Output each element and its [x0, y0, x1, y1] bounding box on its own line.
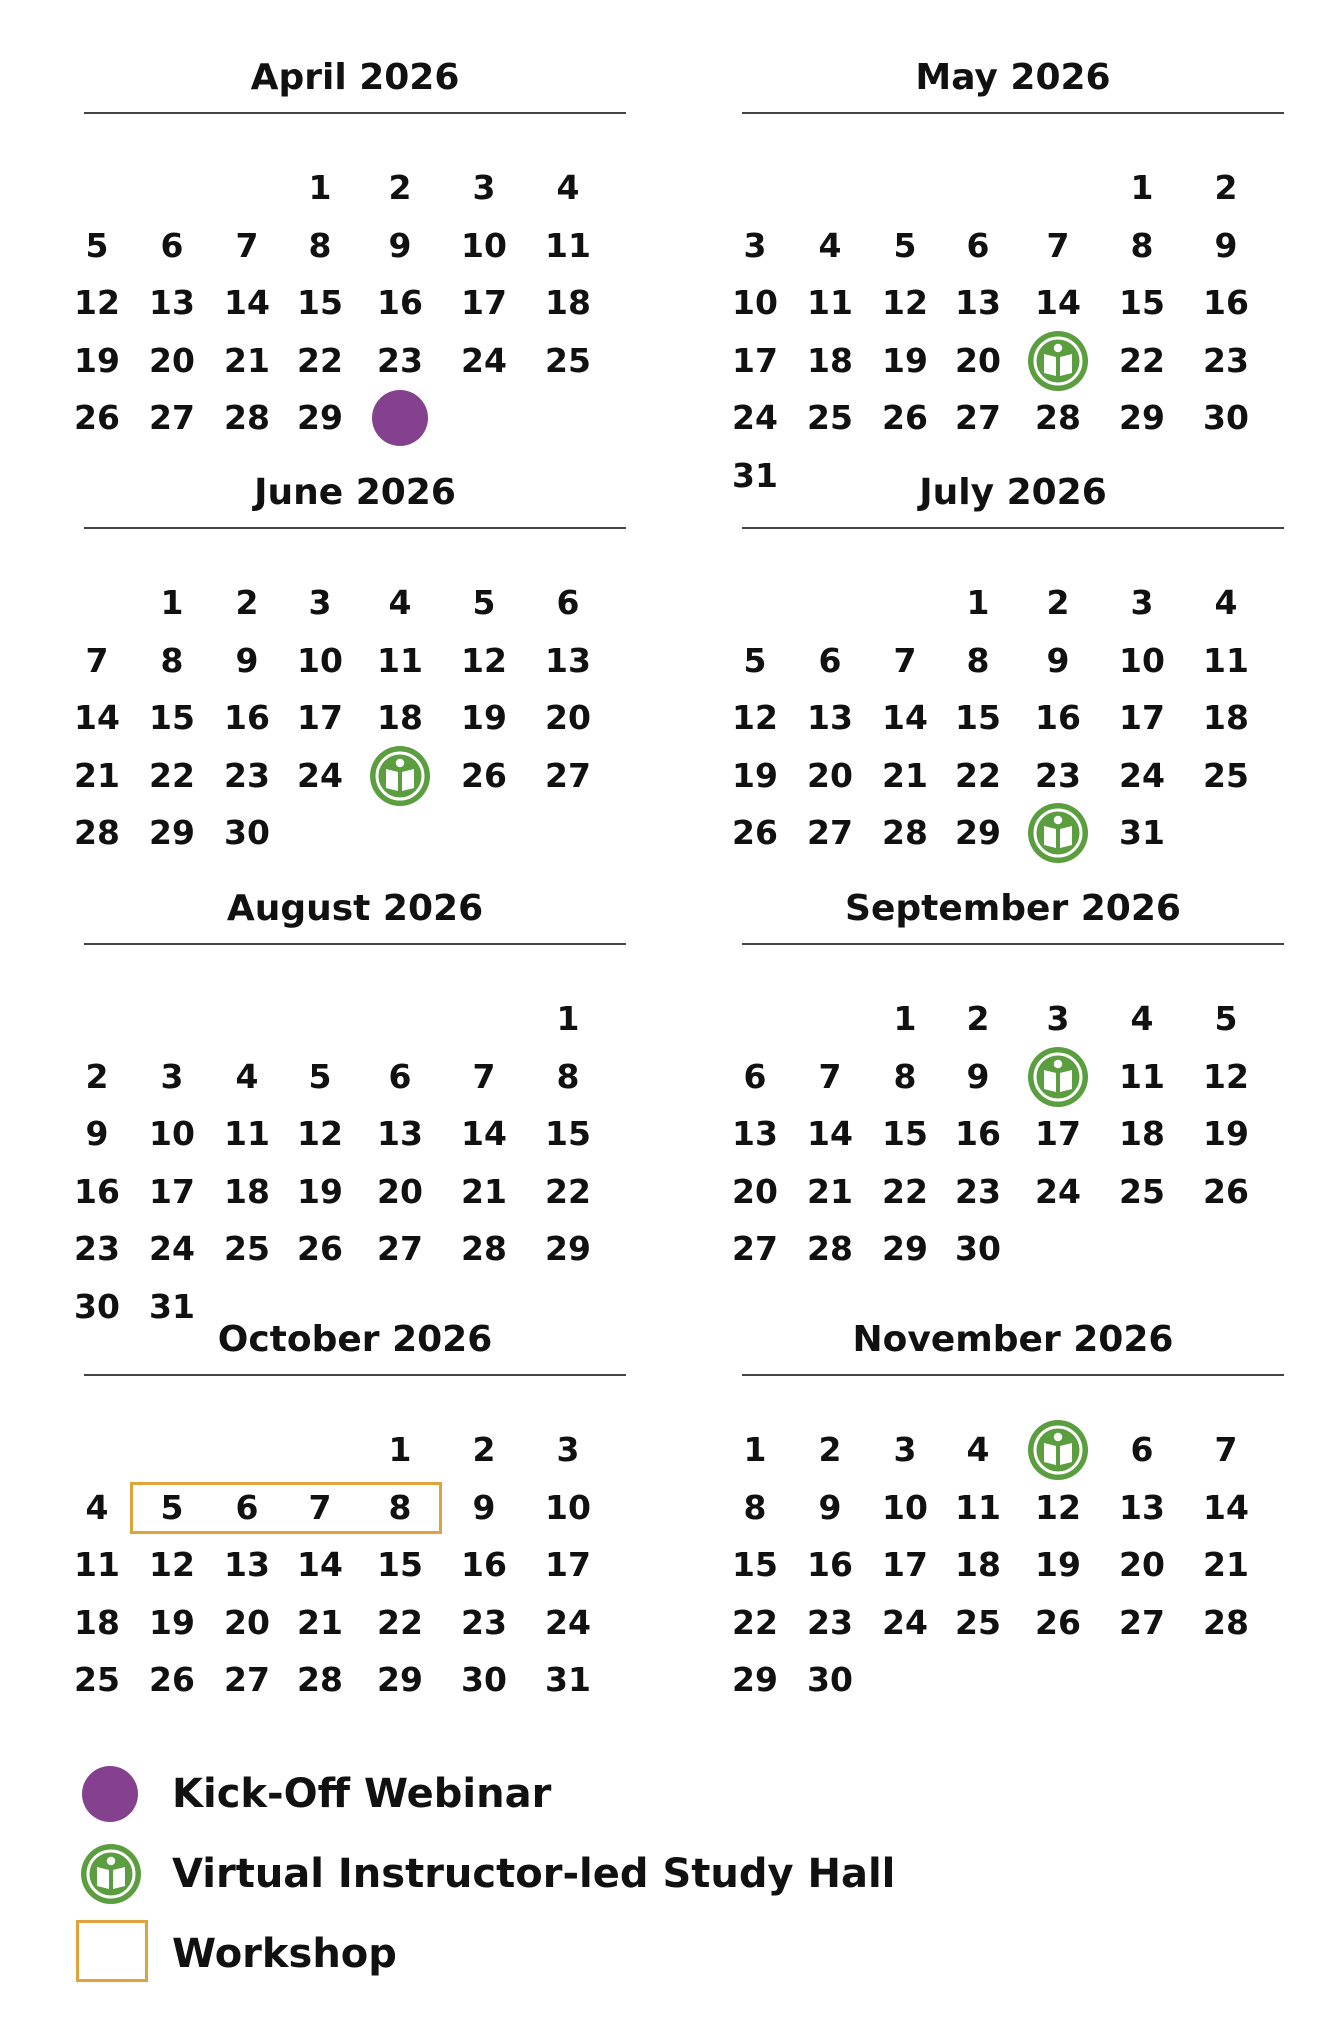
day-cell: 21	[882, 755, 928, 795]
day-cell: 21	[297, 1602, 343, 1642]
day-cell: 31	[149, 1286, 195, 1326]
day-cell: 3	[160, 1056, 184, 1096]
day-cell: 16	[74, 1171, 120, 1211]
day-cell: 16	[955, 1114, 1001, 1153]
day-cell: 24	[732, 398, 778, 437]
day-cell: 19	[297, 1171, 343, 1211]
day-cell: 24	[297, 755, 343, 795]
day-cell: 26	[732, 813, 778, 852]
day-cell: 1	[556, 999, 580, 1038]
day-cell: 5	[472, 583, 496, 622]
day-cell: 14	[807, 1114, 853, 1153]
day-cell: 29	[149, 813, 195, 852]
day-cell: 10	[882, 1487, 928, 1527]
day-cell: 22	[955, 755, 1001, 795]
day-cell: 17	[1119, 698, 1165, 737]
day-cell: 19	[461, 698, 507, 737]
day-cell: 21	[224, 340, 270, 380]
month-divider	[84, 943, 626, 945]
day-cell: 21	[74, 755, 120, 795]
day-cell: 20	[545, 698, 591, 737]
day-cell: 6	[388, 1056, 412, 1096]
day-cell: 18	[377, 698, 423, 737]
day-cell: 5	[160, 1487, 184, 1527]
day-cell: 3	[308, 583, 332, 622]
day-cell: 29	[1119, 398, 1165, 437]
day-cell: 4	[1130, 999, 1154, 1038]
month-calendar	[74, 1312, 626, 1712]
day-cell: 30	[224, 813, 270, 852]
month-title: May 2026	[915, 57, 1111, 98]
day-cell: 27	[224, 1660, 270, 1699]
day-cell: 28	[807, 1229, 853, 1268]
day-cell: 19	[74, 340, 120, 380]
day-cell: 4	[85, 1487, 109, 1527]
day-cell	[1023, 1049, 1093, 1105]
month-calendar	[74, 465, 626, 865]
day-cell: 6	[1130, 1430, 1154, 1469]
day-cell: 23	[807, 1602, 853, 1642]
day-cell: 29	[882, 1229, 928, 1268]
day-cell: 16	[377, 283, 423, 322]
day-cell: 23	[461, 1602, 507, 1642]
day-cell: 19	[1035, 1545, 1081, 1584]
day-cell: 22	[377, 1602, 423, 1642]
day-cell: 26	[882, 398, 928, 437]
day-cell: 23	[1203, 340, 1249, 380]
day-cell: 21	[461, 1171, 507, 1211]
day-cell: 5	[743, 640, 767, 680]
month-divider	[742, 527, 1284, 529]
legend-label-webinar: Kick-Off Webinar	[172, 1771, 552, 1817]
day-cell: 20	[807, 755, 853, 795]
day-cell: 27	[807, 813, 853, 852]
day-cell: 28	[1035, 398, 1081, 437]
day-cell: 4	[388, 583, 412, 622]
day-cell: 31	[732, 455, 778, 495]
day-cell: 23	[955, 1171, 1001, 1211]
day-cell: 6	[235, 1487, 259, 1527]
day-cell: 14	[297, 1545, 343, 1584]
day-cell: 14	[461, 1114, 507, 1153]
day-cell: 18	[545, 283, 591, 322]
day-cell: 13	[807, 698, 853, 737]
day-cell: 25	[224, 1229, 270, 1268]
day-cell: 30	[461, 1660, 507, 1699]
day-cell: 18	[224, 1171, 270, 1211]
day-cell: 29	[545, 1229, 591, 1268]
day-cell: 17	[732, 340, 778, 380]
day-cell: 14	[1203, 1487, 1249, 1527]
month-title: July 2026	[919, 472, 1107, 513]
day-cell: 24	[1035, 1171, 1081, 1211]
day-cell: 7	[472, 1056, 496, 1096]
month-divider	[742, 1374, 1284, 1376]
workshop-box-icon	[76, 1920, 148, 1982]
day-cell: 28	[882, 813, 928, 852]
day-cell: 28	[461, 1229, 507, 1268]
day-cell: 15	[149, 698, 195, 737]
day-cell: 3	[472, 168, 496, 207]
day-cell: 7	[1214, 1430, 1238, 1469]
day-cell: 8	[966, 640, 990, 680]
day-cell: 19	[149, 1602, 195, 1642]
day-cell: 10	[1119, 640, 1165, 680]
day-cell: 27	[377, 1229, 423, 1268]
month-title: September 2026	[845, 888, 1181, 929]
day-cell: 10	[732, 283, 778, 322]
day-cell: 8	[308, 225, 332, 265]
day-cell: 18	[74, 1602, 120, 1642]
day-cell: 30	[74, 1286, 120, 1326]
day-cell: 25	[1203, 755, 1249, 795]
day-cell: 11	[807, 283, 853, 322]
month-calendar	[74, 50, 626, 450]
study-hall-book-icon	[80, 1843, 142, 1905]
day-cell: 27	[1119, 1602, 1165, 1642]
day-cell: 11	[955, 1487, 1001, 1527]
day-cell: 19	[732, 755, 778, 795]
day-cell: 2	[85, 1056, 109, 1096]
day-cell: 12	[149, 1545, 195, 1584]
month-calendar	[732, 1312, 1284, 1712]
day-cell: 8	[388, 1487, 412, 1527]
day-cell: 20	[955, 340, 1001, 380]
day-cell: 10	[461, 225, 507, 265]
day-cell: 12	[74, 283, 120, 322]
day-cell: 11	[74, 1545, 120, 1584]
day-cell: 1	[160, 583, 184, 622]
day-cell: 17	[1035, 1114, 1081, 1153]
month-title: June 2026	[254, 472, 456, 513]
day-cell: 3	[743, 225, 767, 265]
day-cell: 31	[545, 1660, 591, 1699]
day-cell: 17	[545, 1545, 591, 1584]
day-cell: 2	[1214, 168, 1238, 207]
day-cell: 27	[545, 755, 591, 795]
day-cell: 26	[461, 755, 507, 795]
day-cell: 5	[1214, 999, 1238, 1038]
day-cell: 3	[1046, 999, 1070, 1038]
day-cell: 9	[818, 1487, 842, 1527]
day-cell: 24	[149, 1229, 195, 1268]
day-cell: 29	[297, 398, 343, 437]
day-cell: 28	[1203, 1602, 1249, 1642]
day-cell: 4	[235, 1056, 259, 1096]
month-calendar	[74, 881, 626, 1326]
month-divider	[742, 112, 1284, 114]
day-cell: 24	[882, 1602, 928, 1642]
day-cell: 12	[297, 1114, 343, 1153]
day-cell: 15	[732, 1545, 778, 1584]
day-cell: 16	[224, 698, 270, 737]
day-cell: 23	[224, 755, 270, 795]
day-cell: 1	[388, 1430, 412, 1469]
day-cell: 13	[149, 283, 195, 322]
day-cell: 15	[545, 1114, 591, 1153]
day-cell: 8	[743, 1487, 767, 1527]
day-cell: 11	[545, 225, 591, 265]
day-cell: 13	[1119, 1487, 1165, 1527]
day-cell: 10	[545, 1487, 591, 1527]
day-cell: 7	[85, 640, 109, 680]
day-cell: 15	[297, 283, 343, 322]
day-cell: 2	[388, 168, 412, 207]
day-cell: 18	[955, 1545, 1001, 1584]
month-divider	[84, 112, 626, 114]
day-cell: 25	[955, 1602, 1001, 1642]
legend-label-study-hall: Virtual Instructor-led Study Hall	[172, 1851, 896, 1897]
day-cell: 11	[224, 1114, 270, 1153]
day-cell: 2	[818, 1430, 842, 1469]
day-cell: 17	[297, 698, 343, 737]
day-cell	[1023, 333, 1093, 389]
day-cell: 25	[545, 340, 591, 380]
day-cell: 7	[893, 640, 917, 680]
day-cell: 17	[882, 1545, 928, 1584]
day-cell: 4	[966, 1430, 990, 1469]
day-cell: 9	[1046, 640, 1070, 680]
day-cell: 15	[955, 698, 1001, 737]
day-cell: 28	[297, 1660, 343, 1699]
day-cell: 13	[732, 1114, 778, 1153]
day-cell: 28	[224, 398, 270, 437]
day-cell: 6	[743, 1056, 767, 1096]
day-cell: 30	[955, 1229, 1001, 1268]
day-cell: 4	[556, 168, 580, 207]
day-cell: 22	[149, 755, 195, 795]
day-cell: 7	[818, 1056, 842, 1096]
day-cell	[1023, 805, 1093, 861]
day-cell: 5	[893, 225, 917, 265]
day-cell: 14	[224, 283, 270, 322]
day-cell: 23	[1035, 755, 1081, 795]
day-cell: 31	[1119, 813, 1165, 852]
day-cell: 9	[1214, 225, 1238, 265]
day-cell: 26	[1035, 1602, 1081, 1642]
day-cell: 11	[1119, 1056, 1165, 1096]
day-cell: 24	[545, 1602, 591, 1642]
day-cell: 16	[461, 1545, 507, 1584]
day-cell: 3	[556, 1430, 580, 1469]
month-divider	[84, 527, 626, 529]
day-cell: 30	[807, 1660, 853, 1699]
day-cell: 14	[74, 698, 120, 737]
day-cell: 1	[308, 168, 332, 207]
month-title: October 2026	[217, 1319, 493, 1360]
day-cell: 14	[882, 698, 928, 737]
day-cell: 6	[818, 640, 842, 680]
day-cell: 1	[1130, 168, 1154, 207]
day-cell: 15	[882, 1114, 928, 1153]
day-cell: 22	[882, 1171, 928, 1211]
legend-label-workshop: Workshop	[172, 1931, 397, 1977]
day-cell: 18	[1203, 698, 1249, 737]
day-cell: 19	[882, 340, 928, 380]
day-cell: 11	[377, 640, 423, 680]
day-cell: 7	[235, 225, 259, 265]
day-cell: 15	[1119, 283, 1165, 322]
day-cell: 13	[377, 1114, 423, 1153]
day-cell: 28	[74, 813, 120, 852]
month-title: April 2026	[250, 57, 460, 98]
day-cell: 12	[1035, 1487, 1081, 1527]
day-cell: 7	[308, 1487, 332, 1527]
day-cell: 11	[1203, 640, 1249, 680]
day-cell: 12	[1203, 1056, 1249, 1096]
day-cell: 21	[1203, 1545, 1249, 1584]
day-cell: 19	[1203, 1114, 1249, 1153]
legend-item-webinar	[72, 1764, 872, 1824]
day-cell: 9	[966, 1056, 990, 1096]
month-calendar	[732, 465, 1284, 865]
day-cell: 6	[160, 225, 184, 265]
day-cell: 6	[966, 225, 990, 265]
day-cell: 1	[893, 999, 917, 1038]
day-cell: 2	[235, 583, 259, 622]
day-cell: 13	[545, 640, 591, 680]
legend-item-study-hall	[72, 1844, 896, 1904]
day-cell: 27	[149, 398, 195, 437]
day-cell: 8	[1130, 225, 1154, 265]
day-cell: 24	[461, 340, 507, 380]
day-cell: 17	[461, 283, 507, 322]
day-cell: 26	[149, 1660, 195, 1699]
day-cell: 8	[556, 1056, 580, 1096]
day-cell: 17	[149, 1171, 195, 1211]
day-cell: 6	[556, 583, 580, 622]
day-cell: 26	[1203, 1171, 1249, 1211]
day-cell: 23	[74, 1229, 120, 1268]
day-cell: 18	[807, 340, 853, 380]
day-cell: 2	[966, 999, 990, 1038]
day-cell: 20	[224, 1602, 270, 1642]
day-cell: 3	[1130, 583, 1154, 622]
day-cell: 8	[160, 640, 184, 680]
day-cell: 9	[472, 1487, 496, 1527]
day-cell: 20	[377, 1171, 423, 1211]
legend-item-workshop	[72, 1924, 872, 1984]
day-cell: 14	[1035, 283, 1081, 322]
day-cell: 29	[377, 1660, 423, 1699]
month-title: August 2026	[226, 888, 484, 929]
day-cell: 12	[461, 640, 507, 680]
day-cell: 7	[1046, 225, 1070, 265]
day-cell: 20	[1119, 1545, 1165, 1584]
day-cell: 3	[893, 1430, 917, 1469]
day-cell: 9	[235, 640, 259, 680]
day-cell: 16	[807, 1545, 853, 1584]
day-cell: 13	[955, 283, 1001, 322]
day-cell: 26	[297, 1229, 343, 1268]
day-cell: 25	[807, 398, 853, 437]
month-title: November 2026	[852, 1319, 1174, 1360]
day-cell: 4	[1214, 583, 1238, 622]
day-cell: 21	[807, 1171, 853, 1211]
day-cell: 22	[545, 1171, 591, 1211]
day-cell: 22	[732, 1602, 778, 1642]
day-cell: 27	[955, 398, 1001, 437]
day-cell: 24	[1119, 755, 1165, 795]
day-cell: 16	[1035, 698, 1081, 737]
webinar-marker-icon	[82, 1766, 138, 1822]
day-cell: 1	[966, 583, 990, 622]
day-cell: 5	[308, 1056, 332, 1096]
day-cell: 20	[732, 1171, 778, 1211]
day-cell: 22	[1119, 340, 1165, 380]
day-cell: 25	[74, 1660, 120, 1699]
month-divider	[84, 1374, 626, 1376]
day-cell: 1	[743, 1430, 767, 1469]
day-cell: 2	[472, 1430, 496, 1469]
day-cell: 25	[1119, 1171, 1165, 1211]
month-calendar	[732, 881, 1284, 1281]
day-cell: 8	[893, 1056, 917, 1096]
month-divider	[742, 943, 1284, 945]
day-cell: 10	[297, 640, 343, 680]
day-cell: 12	[732, 698, 778, 737]
day-cell: 23	[377, 340, 423, 380]
day-cell: 29	[732, 1660, 778, 1699]
day-cell: 12	[882, 283, 928, 322]
day-cell	[1023, 1422, 1093, 1478]
day-cell: 16	[1203, 283, 1249, 322]
day-cell: 4	[818, 225, 842, 265]
day-cell: 20	[149, 340, 195, 380]
day-cell: 27	[732, 1229, 778, 1268]
day-cell: 9	[85, 1114, 109, 1153]
day-cell: 10	[149, 1114, 195, 1153]
day-cell	[365, 390, 435, 446]
day-cell: 26	[74, 398, 120, 437]
day-cell: 15	[377, 1545, 423, 1584]
day-cell: 9	[388, 225, 412, 265]
day-cell: 30	[1203, 398, 1249, 437]
day-cell	[365, 748, 435, 804]
day-cell: 22	[297, 340, 343, 380]
day-cell: 29	[955, 813, 1001, 852]
day-cell: 18	[1119, 1114, 1165, 1153]
day-cell: 13	[224, 1545, 270, 1584]
day-cell: 2	[1046, 583, 1070, 622]
day-cell: 5	[85, 225, 109, 265]
